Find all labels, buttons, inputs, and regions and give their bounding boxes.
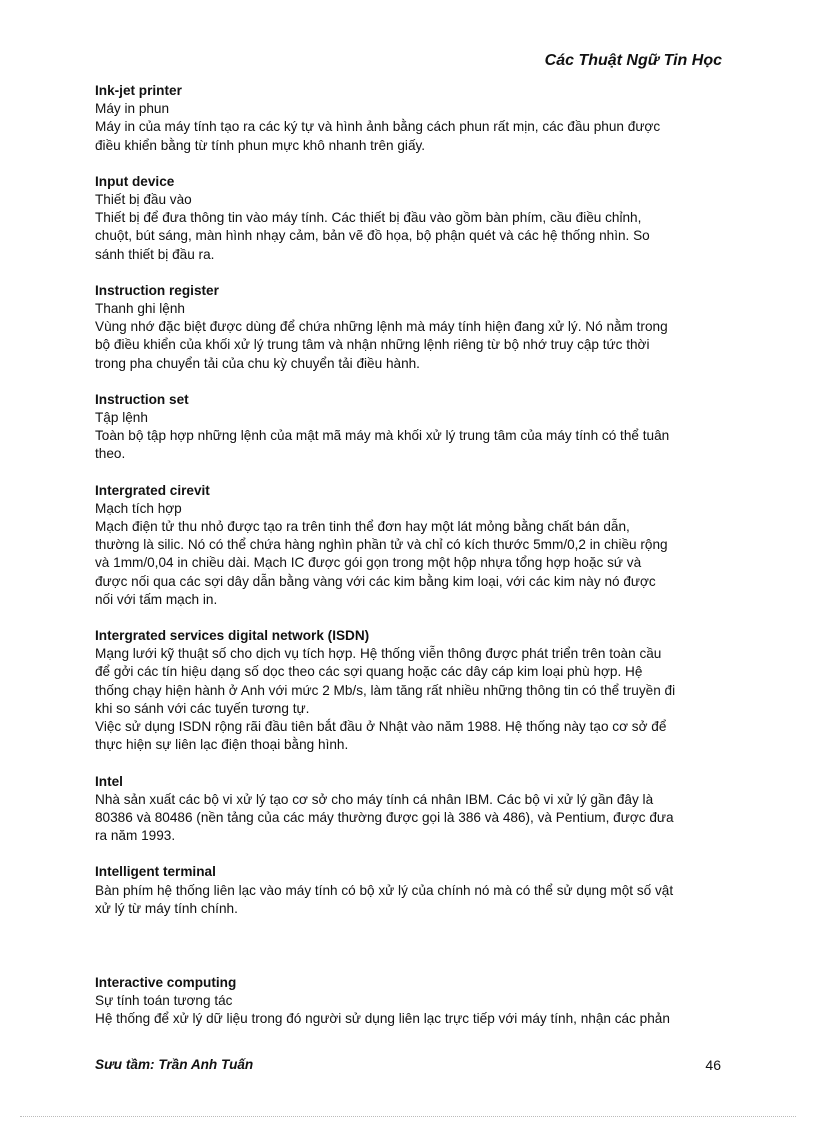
entry-line: được nối qua các sợi dây dẫn bằng vàng với các kim bằng kim loại, với các kim này nó được — [95, 573, 656, 589]
entry-line: Thiết bị đầu vào — [95, 192, 192, 208]
entry-term: Intergrated services digital network (ISDN) — [95, 628, 370, 644]
entry-term: Ink-jet printer — [95, 83, 182, 98]
glossary-entry-isdn — [95, 627, 725, 754]
entry-line: và 1mm/0,04 in chiều dài. Mạch IC được gói gọn trong một hộp nhựa tổng hợp hoặc sứ và — [95, 555, 642, 571]
entry-term: Intergrated cirevit — [95, 482, 210, 498]
entry-line: trong pha chuyển tải của chu kỳ chuyển tải điều hành. — [95, 355, 420, 371]
entry-line: Bàn phím hệ thống liên lạc vào máy tính có bộ xử lý của chính nó mà có thể sử dụng một số vật — [95, 882, 674, 898]
entry-line: khi so sánh với các tuyến tương tự. — [95, 700, 310, 716]
entry-term: Intelligent terminal — [95, 864, 216, 880]
entry-line: chuột, bút sáng, màn hình nhạy cảm, bản vẽ đồ họa, bộ phận quét và các hệ thống nhìn. So — [95, 228, 650, 244]
glossary-entry-input-device — [95, 173, 725, 264]
entry-line: ra năm 1993. — [95, 828, 176, 844]
page-bottom-rule — [20, 1116, 796, 1117]
entry-line: Sự tính toán tương tác — [95, 993, 233, 1009]
entry-term: Input device — [95, 173, 175, 189]
entry-line: Vùng nhớ đặc biệt được dùng để chứa những lệnh mà máy tính hiện đang xử lý. Nó nằm trong — [95, 319, 668, 335]
entry-term: Instruction register — [95, 282, 219, 298]
entry-line: Mạch tích hợp — [95, 500, 182, 516]
entry-line: Mạng lưới kỹ thuật số cho dịch vụ tích hợp. Hệ thống viễn thông được phát triển trên toàn cầu — [95, 646, 662, 662]
entry-line: xử lý từ máy tính chính. — [95, 900, 238, 916]
glossary-content — [95, 82, 725, 1029]
entry-line: sánh thiết bị đầu ra. — [95, 246, 215, 262]
entry-line: Hệ thống để xử lý dữ liệu trong đó người sử dụng liên lạc trực tiếp với máy tính, nhận các phản — [95, 1011, 670, 1027]
entry-line: Mạch điện tử thu nhỏ được tạo ra trên tinh thể đơn hay một lát mỏng bằng chất bán dẫn, — [95, 519, 630, 535]
entry-line: thực hiện sự liên lạc điện thoại bằng hình. — [95, 737, 349, 753]
entry-line: Máy in của máy tính tạo ra các ký tự và hình ảnh bằng cách phun rất mịn, các đầu phun được — [95, 119, 661, 135]
entry-line: Máy in phun — [95, 101, 170, 117]
glossary-entry-intel — [95, 773, 725, 846]
entry-line: để gởi các tín hiệu dạng số dọc theo các sợi quang hoặc các dây cáp kim loại phù hợp. Hệ — [95, 664, 643, 680]
entry-line: theo. — [95, 446, 126, 462]
glossary-entry-integrated-circuit — [95, 482, 725, 609]
entry-line: Toàn bộ tập hợp những lệnh của mật mã máy mà khối xử lý trung tâm của máy tính có thể tuân — [95, 428, 670, 444]
glossary-entry-interactive-computing — [95, 974, 725, 1029]
entry-line: thường là silic. Nó có thể chứa hàng nghìn phần tử và chỉ có kích thước 5mm/0,2 in chiều rộng — [95, 537, 668, 553]
footer-author: Sưu tầm: Trần Anh Tuấn — [95, 1057, 254, 1072]
entry-line: Tập lệnh — [95, 410, 148, 426]
entry-line: Thanh ghi lệnh — [95, 301, 185, 317]
entry-line: Việc sử dụng ISDN rộng rãi đầu tiên bắt đầu ở Nhật vào năm 1988. Hệ thống này tạo cơ sở để — [95, 719, 667, 735]
glossary-entry-instruction-register — [95, 282, 725, 373]
entry-line: thống chạy hiện hành ở Anh với mức 2 Mb/s, làm tăng rất nhiều những thông tin có thể truyền đi — [95, 682, 676, 698]
page-header-title: Các Thuật Ngữ Tin Học — [544, 52, 722, 69]
entry-line: Nhà sản xuất các bộ vi xử lý tạo cơ sở cho máy tính cá nhân IBM. Các bộ vi xử lý gần đây là — [95, 791, 654, 807]
entry-line: Thiết bị để đưa thông tin vào máy tính. Các thiết bị đầu vào gồm bàn phím, cầu điều chỉnh, — [95, 210, 642, 226]
glossary-entry-instruction-set — [95, 391, 725, 464]
entry-term: Intel — [95, 773, 123, 789]
entry-term: Interactive computing — [95, 974, 237, 990]
entry-line: 80386 và 80486 (nền tảng của các máy thường được gọi là 386 và 486), và Pentium, được đưa — [95, 809, 674, 825]
entry-line: điều khiển bằng từ tính phun mực khô nhanh trên giấy. — [95, 137, 426, 153]
entry-line: nối với tấm mạch in. — [95, 591, 218, 607]
page-number: 46 — [705, 1057, 721, 1073]
glossary-entry-intelligent-terminal — [95, 863, 725, 918]
entry-line: bộ điều khiển của khối xử lý trung tâm và nhận những lệnh riêng từ bộ nhớ truy cập tức thời — [95, 337, 650, 353]
glossary-entry-ink-jet-printer — [95, 82, 725, 155]
entry-term: Instruction set — [95, 391, 189, 407]
